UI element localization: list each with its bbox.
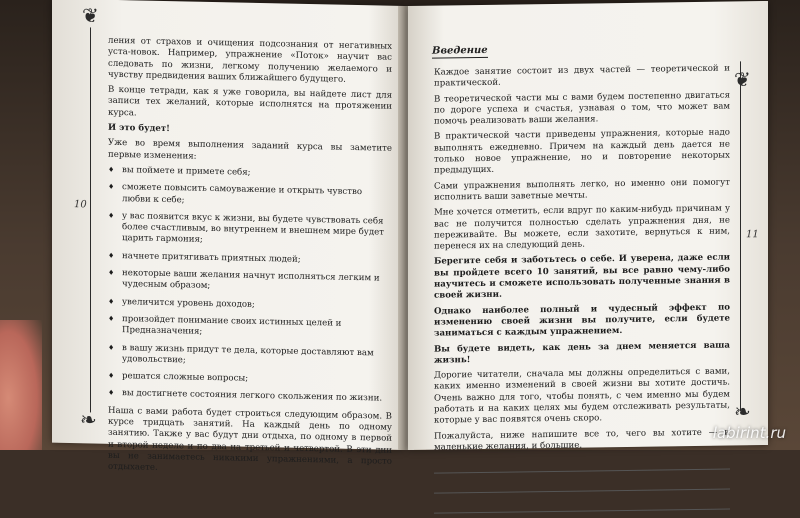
change-list (108, 165, 392, 406)
paragraph: В практической части приведены упражнения, которые надо выполнять ежедневно. Причем на каждый день дается не только новое упражнение, но и повторение некоторых предыдущих. (434, 127, 730, 177)
floral-ornament-icon: ❦ (82, 3, 99, 28)
left-border-line (90, 27, 91, 412)
floral-ornament-icon: ❧ (80, 407, 97, 432)
list-item: ♦ вы поймете и примете себя; (108, 165, 392, 182)
paragraph: Наша с вами работа будет строиться следующим образом. В курсе тридцать занятий. На каждый день по одному занятию. Также у вас будут дни отдыха, по одному в первой и второй неделе и по два на третьей и четвертой. В эти дни вы не занимаетесь никакими упражнениями, а просто отдыхаете. (108, 405, 392, 474)
list-item: ♦ сможете повысить самоуважение и открыть чувство любви к себе; (108, 182, 392, 211)
list-item: ♦ произойдет понимание своих истинных целей и Предназначения; (108, 314, 392, 343)
writing-line[interactable] (434, 494, 730, 514)
list-item: ♦ увеличится уровень доходов; (108, 296, 392, 313)
paragraph: В конце тетради, как я уже говорила, вы найдете лист для записи тех желаний, которые исполнятся на протяжении курса. (108, 84, 392, 119)
bold-paragraph: Однако наиболее полный и чудесный эффект по изменению своей жизни вы получите, если будете заниматься с каждым упражнением. (434, 302, 730, 339)
list-item: ♦ у вас появится вкус к жизни, вы будете чувствовать себя более счастливым, во внутреннем и внешнем мире будет царить гармония; (108, 211, 392, 251)
bold-paragraph: Вы будете видеть, как день за днем меняется ваша жизнь! (434, 340, 730, 366)
list-item: ♦ вы достигнете состояния легкого скольжения по жизни. (108, 388, 392, 405)
section-heading: И это будет! (108, 122, 170, 135)
bold-paragraph: Берегите себя и заботьтесь о себе. И уверена, даже если вы пройдете всего 10 занятий, вы все равно чему-либо научитесь и сможете использовать полученные знания в своей жизни. (434, 252, 730, 301)
open-book (52, 3, 768, 474)
floral-ornament-icon: ❦ (734, 67, 751, 92)
left-page-text (108, 36, 392, 483)
list-item: ♦ начнете притягивать приятных людей; (108, 251, 392, 268)
paragraph: Каждое занятие состоит из двух частей — теоретической и практической. (434, 63, 730, 89)
paragraph: Мне хочется отметить, если вдруг по каким-нибудь причинам у вас не получится полностью сделать упражнения дня, не переживайте. Вы можете, если захотите, вернуться к ним, перенеся их на следующий день. (434, 203, 730, 252)
right-page (408, 1, 768, 453)
paragraph: ления от страхов и очищения подсознания от негативных уста-новок. Например, упражнение «Поток» научит вас следовать по жизни, легкому получению желаемого и чувству предвидения ваших ближайшего будущего. (108, 35, 392, 85)
page-number: 10 (74, 199, 87, 211)
right-page-text (434, 64, 730, 518)
page-header: Введение (432, 44, 488, 57)
paragraph: Уже во время выполнения заданий курса вы заметите первые изменения: (108, 138, 392, 162)
watermark: labirint.ru (712, 424, 786, 442)
writing-line[interactable] (434, 454, 730, 474)
paragraph: В теоретической части мы с вами будем постепенно двигаться по дороге успеха и счастья, узнавая о том, что может вам помочь реализовать ваши желания. (434, 90, 730, 127)
page-number: 11 (746, 229, 759, 241)
right-border-line (740, 61, 741, 411)
list-item: ♦ некоторые ваши желания начнут исполняться легким и чудесным образом; (108, 268, 392, 297)
hand-edge (0, 320, 42, 450)
paragraph: Дорогие читатели, сначала мы должны определиться с вами, каких именно изменений в своей жизни вы хотите достичь. Очень важно для того, чтобы понять, с чем именно мы будем работать и на каких целях мы будем отслеживать результаты, которые у вас появятся очень скоро. (434, 366, 730, 426)
paragraph: Сами упражнения выполнять легко, но именно они помогут исполнить ваши заветные мечты. (434, 177, 730, 203)
list-item: ♦ решатся сложные вопросы; (108, 371, 392, 388)
writing-line[interactable] (434, 474, 730, 494)
left-page (52, 0, 404, 474)
floral-ornament-icon: ❧ (734, 399, 751, 424)
paragraph: Пожалуйста, ниже напишите все то, чего вы хотите — и маленькие желания, и большие. (434, 427, 730, 453)
list-item: ♦ в вашу жизнь придут те дела, которые доставляют вам удовольствие; (108, 342, 392, 371)
